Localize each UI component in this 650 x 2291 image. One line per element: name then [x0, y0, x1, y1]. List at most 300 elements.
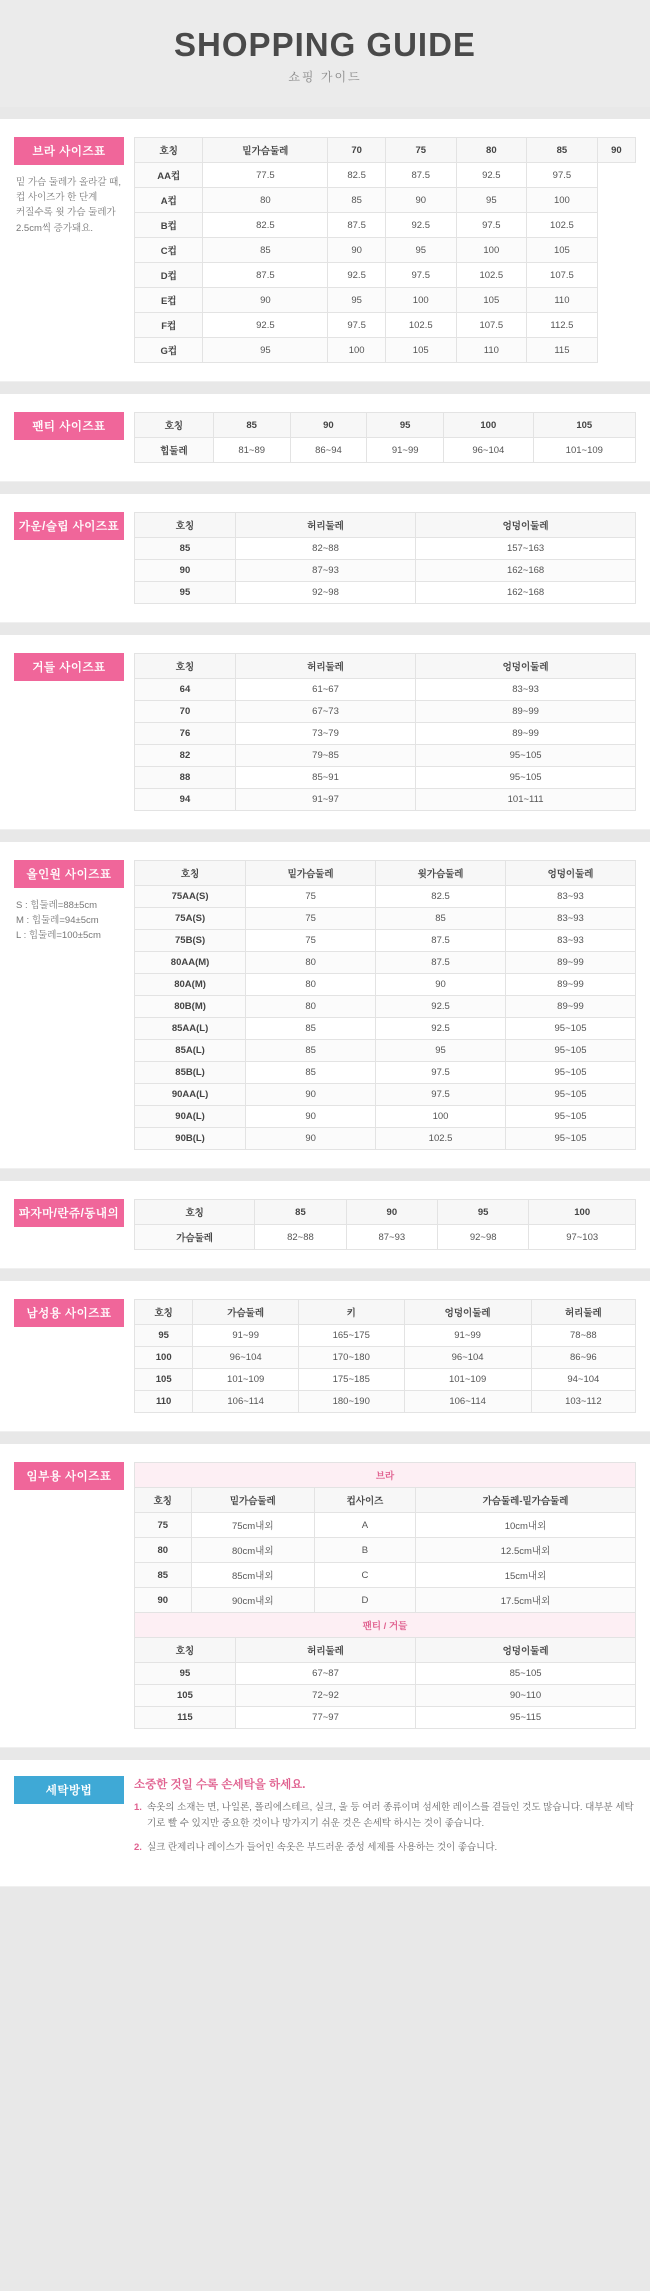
- table-cell: 97.5: [527, 163, 598, 188]
- wash-item-text: 실크 란제리나 레이스가 들어인 속옷은 부드러운 중성 세제를 사용하는 것이 좋습니다.: [146, 1842, 498, 1854]
- table-header-cell: 엉덩이둘레: [506, 861, 636, 886]
- table-cell: 112.5: [527, 313, 598, 338]
- table-row: [135, 1106, 636, 1128]
- table-cell: 91~99: [193, 1325, 299, 1347]
- table-cell: 105: [456, 288, 527, 313]
- table-row: [135, 438, 636, 463]
- size-chart-section: [0, 635, 650, 830]
- section-label-area: [14, 412, 134, 440]
- spacer: [0, 1748, 650, 1760]
- table-row: [135, 238, 636, 263]
- table-cell: 96~104: [444, 438, 534, 463]
- table-row: [135, 1018, 636, 1040]
- table-header-cell: 호칭: [135, 1638, 236, 1663]
- table-header-cell: 95: [367, 413, 444, 438]
- table-row-header: 95: [135, 1325, 193, 1347]
- table-row-header: C컵: [135, 238, 203, 263]
- section-table-area: [134, 137, 636, 363]
- table-header-cell: 허리둘레: [531, 1300, 635, 1325]
- table-row-header: 85: [135, 1563, 192, 1588]
- table-cell: 96~104: [404, 1347, 531, 1369]
- table-row: [135, 1391, 636, 1413]
- table-header-cell: 85: [527, 138, 598, 163]
- section-tag: 브라 사이즈표: [14, 137, 124, 165]
- table-cell: 95~105: [506, 1040, 636, 1062]
- table-header-cell: 호칭: [135, 1300, 193, 1325]
- table-cell: 110: [456, 338, 527, 363]
- table-row-header: 94: [135, 789, 236, 811]
- table-cell: 83~93: [506, 930, 636, 952]
- table-cell: 15cm내외: [416, 1563, 636, 1588]
- table-row: [135, 996, 636, 1018]
- size-chart-section: [0, 119, 650, 382]
- table-header-cell: 85: [213, 413, 290, 438]
- table-header-cell: 100: [444, 413, 534, 438]
- table-cell: 83~93: [416, 679, 636, 701]
- table-header-cell: 허리둘레: [235, 654, 415, 679]
- wash-instruction-item: [134, 1800, 636, 1832]
- table-cell: 85~105: [416, 1663, 636, 1685]
- table-cell: 101~111: [416, 789, 636, 811]
- table-row-header: 90: [135, 1588, 192, 1613]
- table-row: [135, 213, 636, 238]
- spacer: [0, 382, 650, 394]
- table-cell: 83~93: [506, 886, 636, 908]
- table-row-header: 90: [135, 560, 236, 582]
- spacer: [0, 1169, 650, 1181]
- table-header-cell: 엉덩이둘레: [404, 1300, 531, 1325]
- table-cell: 162~168: [416, 560, 636, 582]
- table-cell: 81~89: [213, 438, 290, 463]
- table-row: [135, 745, 636, 767]
- table-header-cell: 키: [298, 1300, 404, 1325]
- table-row-header: G컵: [135, 338, 203, 363]
- table-row-header: 80: [135, 1538, 192, 1563]
- table-header-cell: 허리둘레: [235, 513, 415, 538]
- table-cell: 89~99: [416, 723, 636, 745]
- size-table: [134, 137, 636, 363]
- section-label-area: [14, 653, 134, 681]
- section-tag: 남성용 사이즈표: [14, 1299, 124, 1327]
- size-chart-section: [0, 494, 650, 623]
- table-cell: 61~67: [235, 679, 415, 701]
- table-cell: 95~105: [506, 1018, 636, 1040]
- spacer: [0, 107, 650, 119]
- table-cell: 80: [246, 996, 376, 1018]
- table-row-header: 75: [135, 1513, 192, 1538]
- spacer: [0, 830, 650, 842]
- table-cell: 85~91: [235, 767, 415, 789]
- table-cell: 72~92: [235, 1685, 415, 1707]
- table-cell: 73~79: [235, 723, 415, 745]
- table-row: [135, 1685, 636, 1707]
- table-cell: 85: [246, 1040, 376, 1062]
- table-cell: 97.5: [456, 213, 527, 238]
- wash-instruction-item: [134, 1840, 636, 1856]
- table-row: [135, 338, 636, 363]
- table-row: [135, 1588, 636, 1613]
- table-cell: 10cm내외: [416, 1513, 636, 1538]
- table-row: [135, 1062, 636, 1084]
- table-cell: 75cm내외: [191, 1513, 314, 1538]
- table-cell: 67~73: [235, 701, 415, 723]
- table-row-header: 88: [135, 767, 236, 789]
- size-table: [134, 1199, 636, 1250]
- table-cell: 82.5: [203, 213, 328, 238]
- size-table: [134, 512, 636, 604]
- table-cell: 80cm내외: [191, 1538, 314, 1563]
- table-cell: C: [314, 1563, 415, 1588]
- table-header-cell: 70: [328, 138, 386, 163]
- table-cell: 107.5: [527, 263, 598, 288]
- table-cell: 100: [456, 238, 527, 263]
- table-row-header: 105: [135, 1685, 236, 1707]
- table-cell: 80: [203, 188, 328, 213]
- page-subtitle: 쇼핑 가이드: [288, 70, 362, 84]
- table-row-header: A컵: [135, 188, 203, 213]
- table-cell: 95: [456, 188, 527, 213]
- table-header-cell: 밑가슴둘레: [246, 861, 376, 886]
- table-cell: 89~99: [506, 996, 636, 1018]
- table-cell: 83~93: [506, 908, 636, 930]
- table-cell: 95: [385, 238, 456, 263]
- table-cell: 97.5: [328, 313, 386, 338]
- table-header-cell: 호칭: [135, 513, 236, 538]
- table-row: [135, 930, 636, 952]
- table-header-cell: 컵사이즈: [314, 1488, 415, 1513]
- table-cell: 85: [376, 908, 506, 930]
- table-cell: 85: [328, 188, 386, 213]
- table-row: [135, 1369, 636, 1391]
- wash-item-text: 속옷의 소재는 면, 나일론, 폴리에스테르, 실크, 울 등 여러 종류이며 섬세한 레이스를 곁들인 것도 많습니다. 대부분 세탁기로 빨 수 있지만 중요한 것이나 망가지기 쉬운 것은 손세탁 하시는 것이 좋습니다.: [146, 1802, 634, 1830]
- table-cell: 101~109: [404, 1369, 531, 1391]
- table-cell: 90cm내외: [191, 1588, 314, 1613]
- table-cell: 17.5cm내외: [416, 1588, 636, 1613]
- table-cell: 105: [527, 238, 598, 263]
- table-cell: 86~96: [531, 1347, 635, 1369]
- table-row-header: 82: [135, 745, 236, 767]
- table-cell: 102.5: [385, 313, 456, 338]
- table-cell: 78~88: [531, 1325, 635, 1347]
- table-cell: 97.5: [385, 263, 456, 288]
- table-row-header: 75AA(S): [135, 886, 246, 908]
- table-cell: 85: [246, 1062, 376, 1084]
- section-table-area: [134, 1199, 636, 1250]
- wash-label-area: [14, 1776, 134, 1804]
- table-row: [135, 701, 636, 723]
- table-header-cell: 호칭: [135, 654, 236, 679]
- table-cell: 92.5: [376, 1018, 506, 1040]
- table-row-header: 85: [135, 538, 236, 560]
- section-note: S : 힙둘레=88±5cm M : 힙둘레=94±5cm L : 힙둘레=100±5cm: [16, 900, 101, 942]
- table-row: [135, 1513, 636, 1538]
- table-row-header: 90A(L): [135, 1106, 246, 1128]
- section-tag: 올인원 사이즈표: [14, 860, 124, 888]
- page-header: [0, 0, 650, 107]
- table-row-header: 80AA(M): [135, 952, 246, 974]
- table-cell: 180~190: [298, 1391, 404, 1413]
- table-cell: 85: [203, 238, 328, 263]
- table-cell: 87.5: [328, 213, 386, 238]
- table-row: [135, 560, 636, 582]
- table-row-header: 90B(L): [135, 1128, 246, 1150]
- table-cell: 85cm내외: [191, 1563, 314, 1588]
- table-row: [135, 288, 636, 313]
- table-row-header: 100: [135, 1347, 193, 1369]
- table-header-cell: 허리둘레: [235, 1638, 415, 1663]
- table-cell: 95~105: [416, 767, 636, 789]
- table-cell: 157~163: [416, 538, 636, 560]
- table-row: [135, 886, 636, 908]
- table-cell: 106~114: [404, 1391, 531, 1413]
- table-cell: 95: [328, 288, 386, 313]
- table-cell: 97~103: [529, 1225, 636, 1250]
- section-wash: [0, 1760, 650, 1887]
- maternity-bra-table: [134, 1487, 636, 1613]
- table-cell: A: [314, 1513, 415, 1538]
- section-tag: 가운/슬립 사이즈표: [14, 512, 124, 540]
- table-cell: 91~99: [404, 1325, 531, 1347]
- table-header-cell: 가슴둘레-밑가슴둘레: [416, 1488, 636, 1513]
- size-chart-sections: [0, 119, 650, 1432]
- table-cell: 106~114: [193, 1391, 299, 1413]
- table-cell: 90: [376, 974, 506, 996]
- table-row: [135, 1325, 636, 1347]
- table-header-cell: 호칭: [135, 138, 203, 163]
- table-row-header: E컵: [135, 288, 203, 313]
- table-row: [135, 1563, 636, 1588]
- table-cell: 95~105: [416, 745, 636, 767]
- table-row-header: 95: [135, 582, 236, 604]
- table-row: [135, 1084, 636, 1106]
- table-cell: 97.5: [376, 1084, 506, 1106]
- table-cell: 89~99: [416, 701, 636, 723]
- table-cell: 89~99: [506, 952, 636, 974]
- table-cell: 95~105: [506, 1128, 636, 1150]
- table-header-row: [135, 138, 636, 163]
- table-header-row: [135, 413, 636, 438]
- table-cell: 100: [328, 338, 386, 363]
- table-cell: B: [314, 1538, 415, 1563]
- table-row: [135, 538, 636, 560]
- table-header-cell: 75: [385, 138, 456, 163]
- wash-title: 소중한 것일 수록 손세탁을 하세요.: [134, 1779, 306, 1791]
- table-row-header: 가슴둘레: [135, 1225, 255, 1250]
- table-header-cell: 105: [533, 413, 635, 438]
- table-row: [135, 723, 636, 745]
- section-label-area: [14, 1299, 134, 1327]
- section-maternity: [0, 1444, 650, 1748]
- table-cell: 87.5: [385, 163, 456, 188]
- table-header-cell: 90: [346, 1200, 437, 1225]
- page-title: SHOPPING GUIDE: [174, 26, 476, 63]
- table-cell: 94~104: [531, 1369, 635, 1391]
- table-row-header: 105: [135, 1369, 193, 1391]
- table-cell: 67~87: [235, 1663, 415, 1685]
- table-cell: 79~85: [235, 745, 415, 767]
- table-row-header: 75B(S): [135, 930, 246, 952]
- table-cell: 95: [203, 338, 328, 363]
- table-row-header: 115: [135, 1707, 236, 1729]
- table-row: [135, 767, 636, 789]
- section-table-area: [134, 653, 636, 811]
- table-row: [135, 263, 636, 288]
- table-cell: 95~105: [506, 1062, 636, 1084]
- table-row: [135, 1347, 636, 1369]
- table-cell: 101~109: [533, 438, 635, 463]
- size-chart-section: [0, 1281, 650, 1432]
- spacer: [0, 1432, 650, 1444]
- table-row: [135, 1663, 636, 1685]
- table-cell: 90: [328, 238, 386, 263]
- table-row: [135, 188, 636, 213]
- section-table-area: [134, 860, 636, 1150]
- wash-content: [134, 1776, 636, 1864]
- table-cell: 90: [246, 1106, 376, 1128]
- table-header-cell: 엉덩이둘레: [416, 1638, 636, 1663]
- table-cell: 77.5: [203, 163, 328, 188]
- maternity-band-panty: 팬티 / 거들: [134, 1613, 636, 1637]
- table-cell: 75: [246, 908, 376, 930]
- table-cell: 87~93: [235, 560, 415, 582]
- table-cell: 91~97: [235, 789, 415, 811]
- table-row: [135, 1128, 636, 1150]
- table-cell: 102.5: [376, 1128, 506, 1150]
- table-row-header: 힙둘레: [135, 438, 214, 463]
- table-row-header: 85B(L): [135, 1062, 246, 1084]
- table-row-header: D컵: [135, 263, 203, 288]
- table-cell: 115: [527, 338, 598, 363]
- size-chart-section: [0, 394, 650, 482]
- table-row: [135, 163, 636, 188]
- size-table: [134, 1299, 636, 1413]
- table-cell: 107.5: [456, 313, 527, 338]
- table-cell: 90: [246, 1128, 376, 1150]
- table-cell: 175~185: [298, 1369, 404, 1391]
- section-label-area: [14, 1462, 134, 1490]
- table-cell: 95~105: [506, 1106, 636, 1128]
- section-tag: 팬티 사이즈표: [14, 412, 124, 440]
- table-cell: 100: [385, 288, 456, 313]
- table-cell: 102.5: [456, 263, 527, 288]
- table-cell: 92~98: [235, 582, 415, 604]
- table-row-header: 76: [135, 723, 236, 745]
- table-header-row: [135, 1200, 636, 1225]
- table-cell: 102.5: [527, 213, 598, 238]
- table-row-header: F컵: [135, 313, 203, 338]
- table-header-cell: 밑가슴둘레: [191, 1488, 314, 1513]
- table-cell: 90: [246, 1084, 376, 1106]
- table-header-row: [135, 1638, 636, 1663]
- table-cell: 97.5: [376, 1062, 506, 1084]
- table-cell: 82.5: [376, 886, 506, 908]
- table-cell: 90~110: [416, 1685, 636, 1707]
- table-cell: 82~88: [255, 1225, 346, 1250]
- table-header-cell: 밑가슴둘레: [203, 138, 328, 163]
- table-row-header: B컵: [135, 213, 203, 238]
- table-cell: 77~97: [235, 1707, 415, 1729]
- table-header-row: [135, 513, 636, 538]
- section-tag-wash: 세탁방법: [14, 1776, 124, 1804]
- spacer: [0, 482, 650, 494]
- table-cell: 92.5: [203, 313, 328, 338]
- table-cell: 86~94: [290, 438, 367, 463]
- table-cell: 12.5cm내외: [416, 1538, 636, 1563]
- table-row-header: 64: [135, 679, 236, 701]
- table-header-cell: 호칭: [135, 413, 214, 438]
- table-header-cell: 90: [290, 413, 367, 438]
- wash-item-number: 1.: [134, 1802, 142, 1813]
- table-header-cell: 호칭: [135, 861, 246, 886]
- section-table-area: [134, 1299, 636, 1413]
- table-header-row: [135, 1300, 636, 1325]
- table-cell: 82.5: [328, 163, 386, 188]
- table-row: [135, 1538, 636, 1563]
- table-row: [135, 789, 636, 811]
- table-row: [135, 908, 636, 930]
- table-header-cell: 윗가슴둘레: [376, 861, 506, 886]
- table-cell: 96~104: [193, 1347, 299, 1369]
- table-cell: 170~180: [298, 1347, 404, 1369]
- table-cell: 92~98: [438, 1225, 529, 1250]
- table-row: [135, 313, 636, 338]
- table-cell: 87~93: [346, 1225, 437, 1250]
- table-cell: 103~112: [531, 1391, 635, 1413]
- table-cell: D: [314, 1588, 415, 1613]
- section-note: 밑 가슴 둘레가 올라갈 때, 컵 사이즈가 한 단계 커질수록 윗 가슴 둘레가 2.5cm씩 증가돼요.: [16, 177, 121, 234]
- size-table: [134, 860, 636, 1150]
- size-chart-section: [0, 842, 650, 1169]
- table-row: [135, 1040, 636, 1062]
- maternity-band-bra: 브라: [134, 1462, 636, 1487]
- table-cell: 92.5: [328, 263, 386, 288]
- table-row: [135, 679, 636, 701]
- table-cell: 91~99: [367, 438, 444, 463]
- table-cell: 95~105: [506, 1084, 636, 1106]
- table-row-header: 80A(M): [135, 974, 246, 996]
- table-header-row: [135, 861, 636, 886]
- section-tag: 파자마/란쥬/동내의: [14, 1199, 124, 1227]
- table-row-header: 110: [135, 1391, 193, 1413]
- maternity-panty-table: [134, 1637, 636, 1729]
- table-cell: 89~99: [506, 974, 636, 996]
- table-cell: 95: [376, 1040, 506, 1062]
- table-row-header: 95: [135, 1663, 236, 1685]
- section-label-area: [14, 860, 134, 944]
- table-cell: 92.5: [376, 996, 506, 1018]
- table-row: [135, 974, 636, 996]
- table-cell: 162~168: [416, 582, 636, 604]
- table-row-header: 70: [135, 701, 236, 723]
- section-table-area: [134, 512, 636, 604]
- maternity-tables: [134, 1462, 636, 1729]
- table-row-header: 85A(L): [135, 1040, 246, 1062]
- table-cell: 100: [527, 188, 598, 213]
- table-header-row: [135, 654, 636, 679]
- table-cell: 92.5: [385, 213, 456, 238]
- table-header-cell: 85: [255, 1200, 346, 1225]
- table-cell: 100: [376, 1106, 506, 1128]
- size-table: [134, 653, 636, 811]
- table-header-cell: 100: [529, 1200, 636, 1225]
- table-cell: 80: [246, 974, 376, 996]
- table-row: [135, 1707, 636, 1729]
- table-header-cell: 90: [597, 138, 635, 163]
- table-cell: 165~175: [298, 1325, 404, 1347]
- table-header-cell: 가슴둘레: [193, 1300, 299, 1325]
- wash-item-number: 2.: [134, 1842, 142, 1854]
- table-cell: 95~115: [416, 1707, 636, 1729]
